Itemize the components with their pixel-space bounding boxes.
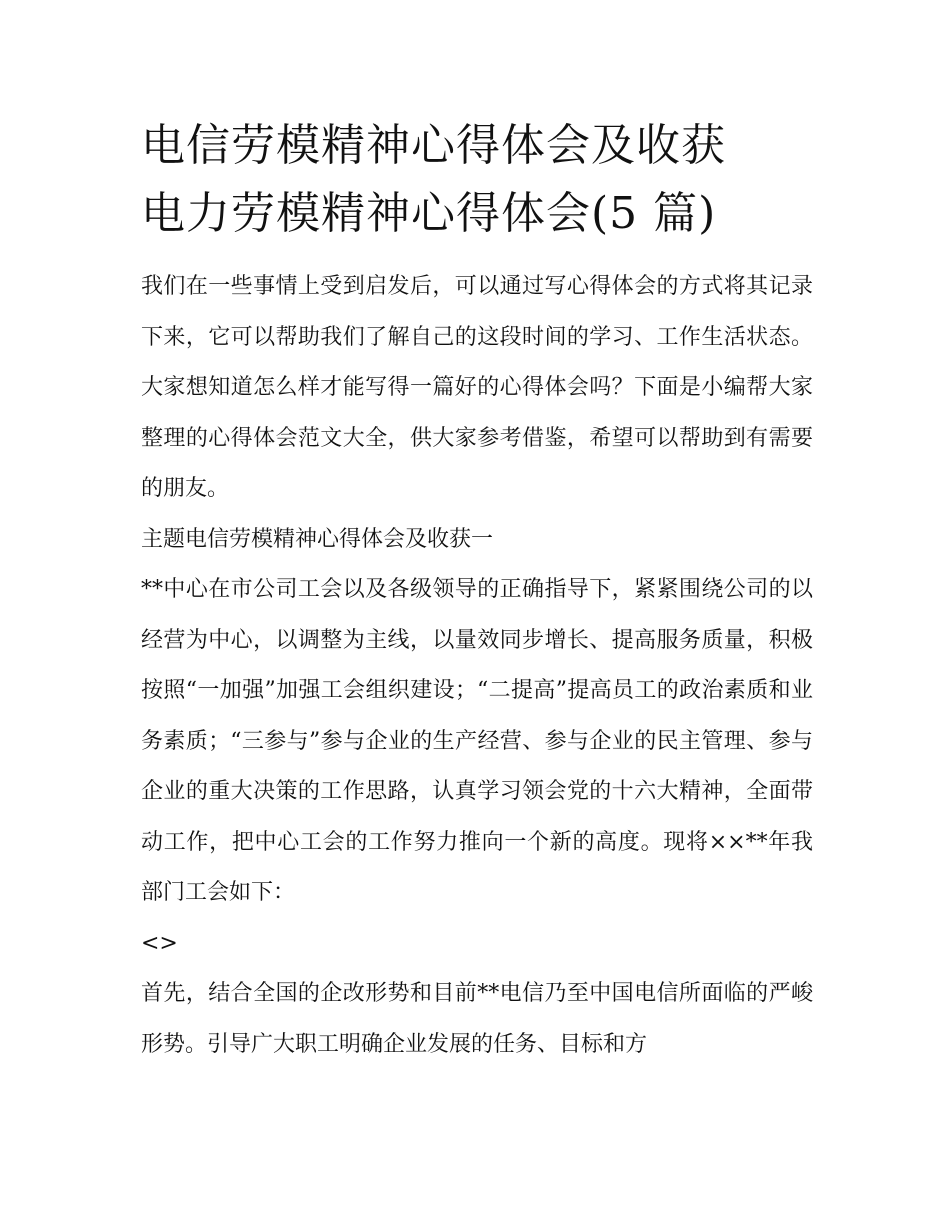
title-line-1: 电信劳模精神心得体会及收获 <box>141 120 726 171</box>
document-content <box>141 112 813 1070</box>
document-title <box>141 112 813 248</box>
intro-paragraph: 我们在一些事情上受到启发后，可以通过写心得体会的方式将其记录下来，它可以帮助我们了解自己的这段时间的学习、工作生活状态。大家想知道怎么样才能写得一篇好的心得体会吗？下面是小编帮大家整理的心得体会范文大全，供大家参考借鉴，希望可以帮助到有需要的朋友。 <box>141 274 813 501</box>
placeholder-line: <> <box>141 930 178 956</box>
document-body <box>141 262 813 1070</box>
section-heading: 主题电信劳模精神心得体会及收获一 <box>141 526 494 552</box>
body-paragraph-1: **中心在市公司工会以及各级领导的正确指导下，紧紧围绕公司的以经营为中心，以调整为主线，以量效同步增长、提高服务质量，积极按照“一加强”加强工会组织建设；“二提高”提高员工的政治素质和业务素质；“三参与”参与企业的生产经营、参与企业的民主管理、参与企业的重大决策的工作思路，认真学习领会党的十六大精神，全面带动工作，把中心工会的工作努力推向一个新的高度。现将××**年我部门工会如下： <box>141 577 813 905</box>
body-paragraph-2: 首先，结合全国的企改形势和目前**电信乃至中国电信所面临的严峻形势。引导广大职工明确企业发展的任务、目标和方 <box>141 981 813 1057</box>
title-line-2: 电力劳模精神心得体会(5 篇) <box>141 188 717 239</box>
